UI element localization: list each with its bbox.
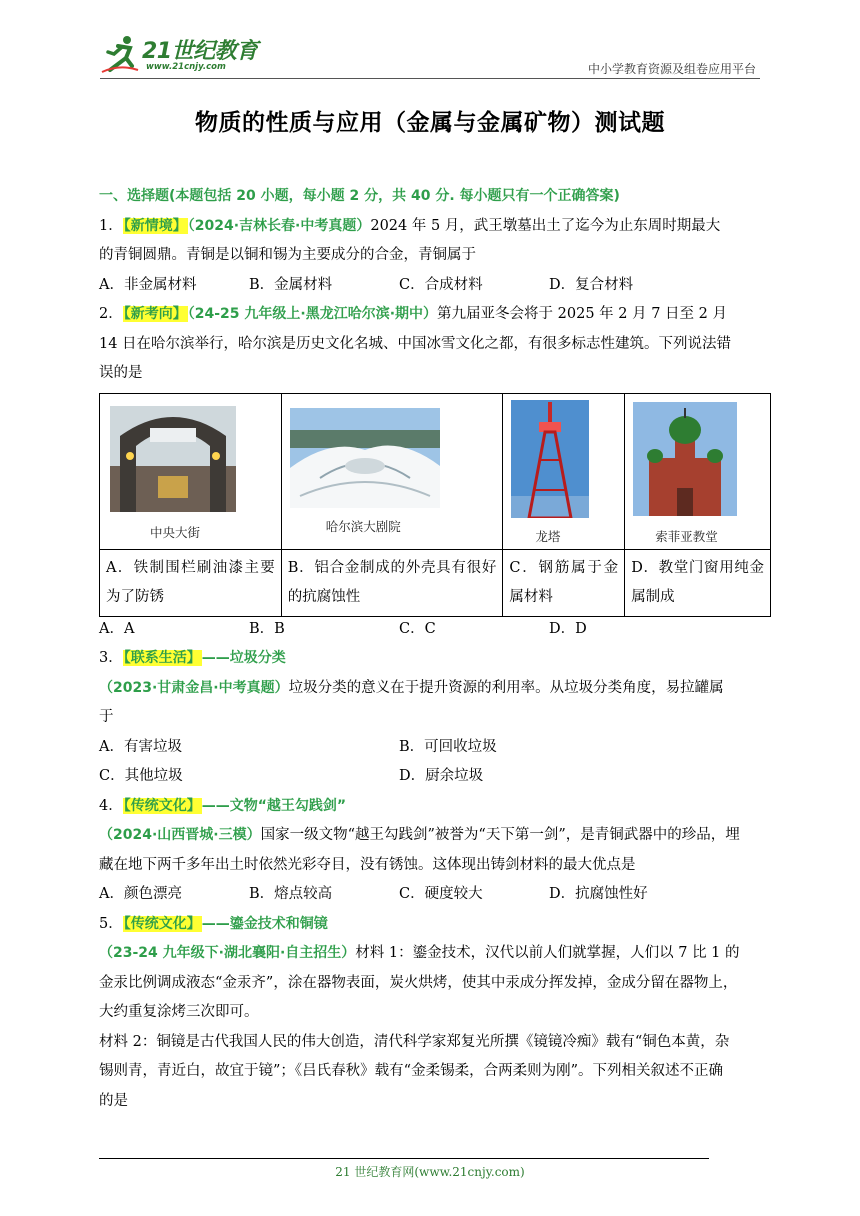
image-caption: 龙塔	[535, 528, 561, 544]
statement-c: C．钢筋属于金 属材料	[503, 549, 625, 616]
option-c[interactable]: C．C	[399, 620, 436, 637]
question-number: 4．	[99, 797, 123, 814]
option-a[interactable]: A．非金属材料	[99, 276, 197, 293]
option-c[interactable]: C．其他垃圾	[99, 768, 183, 784]
question-source: （2023·甘肃金昌·中考真题）	[99, 679, 289, 696]
st-sophia-cathedral-image	[633, 402, 737, 516]
question-text: 误的是	[99, 365, 143, 381]
footer-divider	[99, 1158, 709, 1159]
option-d[interactable]: D．D	[549, 620, 587, 637]
options	[99, 733, 771, 763]
question-text: 金汞比例调成液态“金汞齐”，涂在器物表面，炭火烘烤，使其中汞成分挥发掉，金成分留在器物上，	[99, 974, 738, 991]
image-cell-st-sophia	[625, 393, 771, 549]
platform-name: 中小学教育资源及组卷应用平台	[587, 62, 756, 76]
question-text: 的青铜圆鼎。青铜是以铜和锡为主要成分的合金，青铜属于	[99, 247, 476, 263]
dragon-tower-image	[511, 400, 589, 518]
question-3	[99, 644, 771, 792]
question-text: 垃圾分类的意义在于提升资源的利用率。从垃圾分类角度，易拉罐属	[288, 679, 724, 696]
question-source: （2024·吉林长春·中考真题）	[187, 217, 371, 234]
options	[99, 615, 771, 645]
section-heading: 一、选择题(本题包括 20 小题，每小题 2 分，共 40 分. 每小题只有一个正确答案)	[99, 188, 620, 204]
image-cell-dragon-tower	[503, 393, 625, 549]
question-text: 材料 1：鎏金技术，汉代以前人们就掌握，人们以 7 比 1 的	[355, 945, 740, 961]
option-d[interactable]: D．抗腐蚀性好	[549, 886, 648, 902]
header-divider	[100, 78, 760, 79]
question-2	[99, 300, 771, 644]
site-logo[interactable]	[100, 30, 270, 78]
running-person-icon	[100, 34, 140, 74]
logo-text: 21世纪教育	[142, 39, 258, 64]
question-text: 锡则青，青近白，故宜于镜”；《吕氏春秋》载有“金柔锡柔，合两柔则为刚”。下列相关叙述不正确	[99, 1063, 723, 1079]
option-b[interactable]: B．熔点较高	[249, 886, 333, 902]
question-text: 第九届亚冬会将于 2025 年 2 月 7 日至 2 月	[437, 306, 727, 322]
image-cell-central-street	[100, 393, 282, 549]
options	[99, 762, 771, 792]
question-topic: ——文物“越王勾践剑”	[201, 797, 347, 814]
logo-url: www.21cnjy.com	[146, 62, 226, 72]
question-text: 于	[99, 709, 114, 725]
question-number: 1．	[99, 217, 123, 234]
question-4	[99, 792, 771, 910]
question-text: 国家一级文物“越王勾践剑”被誉为“天下第一剑”，是青铜武器中的珍品，埋	[260, 827, 740, 843]
option-c[interactable]: C．硬度较大	[399, 886, 483, 902]
option-d[interactable]: D．复合材料	[549, 276, 634, 293]
question-tag: 【传统文化】	[123, 797, 201, 814]
question-source: （24-25 九年级上·黑龙江哈尔滨·期中）	[187, 306, 438, 322]
question-tag: 【联系生活】	[123, 650, 201, 666]
option-a[interactable]: A．A	[99, 620, 135, 637]
question-text: 2024 年 5 月，武王墩墓出土了迄今为止东周时期最大	[370, 217, 721, 234]
options	[99, 880, 771, 910]
question-text: 大约重复涂烤三次即可。	[99, 1004, 259, 1020]
question-topic: ——鎏金技术和铜镜	[201, 915, 328, 932]
page-header	[100, 30, 760, 80]
option-b[interactable]: B．可回收垃圾	[399, 738, 497, 755]
document-title: 物质的性质与应用（金属与金属矿物）测试题	[195, 110, 665, 136]
option-d[interactable]: D．厨余垃圾	[399, 768, 484, 784]
image-cell-grand-theatre	[281, 393, 503, 549]
question-text: 14 日在哈尔滨举行，哈尔滨是历史文化名城、中国冰雪文化之都，有很多标志性建筑。下列说法错	[99, 335, 732, 352]
option-b[interactable]: B．金属材料	[249, 276, 333, 293]
document-body	[99, 182, 771, 1116]
question-1	[99, 212, 771, 301]
image-caption: 索菲亚教堂	[655, 528, 718, 544]
option-a[interactable]: A．有害垃圾	[99, 738, 182, 755]
landmark-table	[99, 393, 771, 617]
question-text: 的是	[99, 1092, 128, 1109]
question-tag: 【新考向】	[123, 306, 187, 322]
question-tag: 【新情境】	[123, 217, 187, 234]
grand-theatre-image	[290, 408, 440, 508]
image-caption: 哈尔滨大剧院	[325, 518, 401, 534]
question-text: 材料 2：铜镜是古代我国人民的伟大创造，清代科学家郑复光所撰《镜镜冷痴》载有“铜色本黄，杂	[99, 1033, 730, 1050]
options	[99, 271, 771, 301]
option-b[interactable]: B．B	[249, 620, 285, 637]
page-footer[interactable]: 21 世纪教育网(www.21cnjy.com)	[335, 1165, 525, 1179]
central-street-image	[110, 406, 236, 512]
statement-d: D．教堂门窗用纯金 属制成	[625, 549, 771, 616]
statement-a: A．铁制围栏刷油漆主要 为了防锈	[100, 549, 282, 616]
option-a[interactable]: A．颜色漂亮	[99, 886, 182, 902]
question-text: 藏在地下两千多年出土时依然光彩夺目，没有锈蚀。这体现出铸剑材料的最大优点是	[99, 856, 636, 873]
question-5	[99, 910, 771, 1117]
question-number: 3．	[99, 650, 123, 666]
question-source: （23-24 九年级下·湖北襄阳·自主招生）	[99, 945, 356, 961]
image-caption: 中央大街	[150, 524, 201, 540]
question-tag: 【传统文化】	[123, 915, 201, 932]
option-c[interactable]: C．合成材料	[399, 276, 483, 293]
question-number: 5．	[99, 915, 123, 932]
question-number: 2．	[99, 306, 123, 322]
statement-b: B．铝合金制成的外壳具有很好 的抗腐蚀性	[281, 549, 503, 616]
question-source: （2024·山西晋城·三模）	[99, 827, 261, 843]
question-topic: ——垃圾分类	[201, 650, 286, 666]
